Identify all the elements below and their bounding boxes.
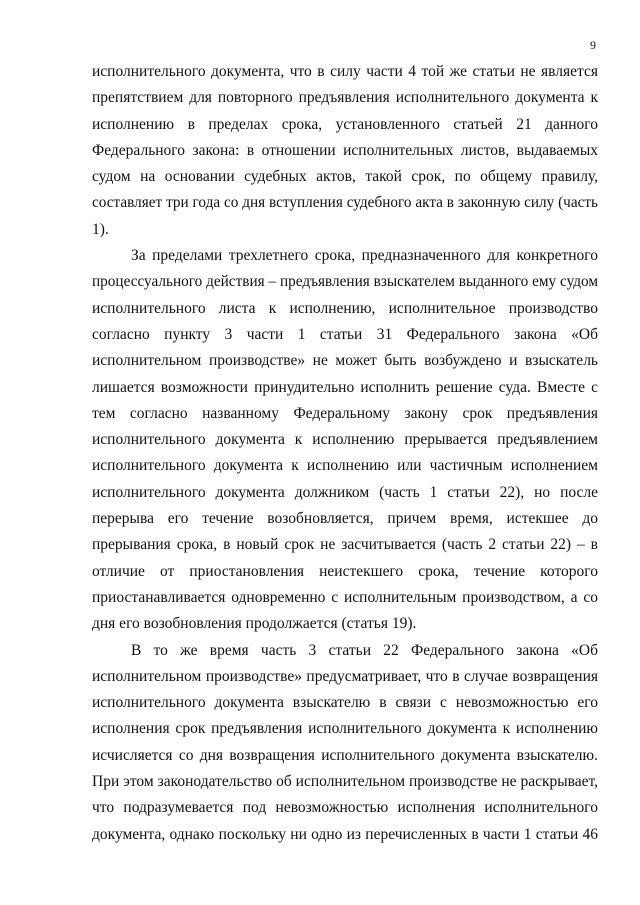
text-line: составляет три года со дня вступления судебного акта в законную силу (часть (92, 194, 598, 212)
text-line: перерыва его течение возобновляется, причем время, истекшее до (92, 510, 598, 528)
text-line: исполнительном производстве» предусматривает, что в случае возвращения (92, 667, 598, 685)
text-line: согласно пункту 3 части 1 статьи 31 Федерального закона «Об (92, 325, 598, 343)
text-line: исполнительном производстве» не может быть возбуждено и взыскатель (92, 352, 598, 370)
text-line: исполнительного документа, что в силу части 4 той же статьи не является (92, 63, 598, 80)
page-number: 9 (590, 38, 596, 52)
text-line: исполнительного документа к исполнению или частичным исполнением (92, 457, 598, 475)
text-line: тем согласно названному Федеральному закону срок предъявления (92, 404, 598, 422)
text-line: исчисляется со дня возвращения исполнительного документа взыскателю. (92, 746, 598, 764)
text-line: препятствием для повторного предъявления исполнительного документа к (92, 89, 598, 107)
text-line: исполнения срок предъявления исполнительного документа к исполнению (92, 720, 598, 738)
text-line: исполнению в пределах срока, установленного статьей 21 данного (92, 115, 598, 133)
text-line: 1). (92, 220, 109, 238)
body-text (92, 59, 598, 848)
text-line: При этом законодательство об исполнительном производстве не раскрывает, (92, 773, 598, 791)
text-line: исполнительного документа к исполнению прерывается предъявлением (92, 431, 598, 449)
text-line: дня его возобновления продолжается (статья 19). (92, 615, 417, 633)
text-line: исполнительного листа к исполнению, исполнительное производство (92, 299, 598, 317)
text-line: За пределами трехлетнего срока, предназначенного для конкретного (131, 247, 598, 265)
text-line: процессуального действия – предъявления взыскателем выданного ему судом (92, 273, 598, 291)
text-line: что подразумевается под невозможностью исполнения исполнительного (92, 799, 598, 817)
text-line: В то же время часть 3 статьи 22 Федерального закона «Об (131, 641, 598, 659)
text-line: документа, однако поскольку ни одно из перечисленных в части 1 статьи 46 (92, 825, 598, 843)
text-line: исполнительного документа взыскателю в связи с невозможностью его (92, 694, 598, 712)
text-line: лишается возможности принудительно исполнить решение суда. Вместе с (92, 378, 598, 396)
text-line: отличие от приостановления неистекшего срока, течение которого (92, 562, 598, 580)
text-line: судом на основании судебных актов, такой срок, по общему правилу, (92, 168, 598, 186)
text-line: Федерального закона: в отношении исполнительных листов, выдаваемых (92, 141, 598, 159)
text-line: приостанавливается одновременно с исполнительным производством, а со (92, 588, 598, 606)
text-line: прерывания срока, в новый срок не засчитывается (часть 2 статьи 22) – в (92, 536, 598, 554)
text-line: исполнительного документа должником (часть 1 статьи 22), но после (92, 483, 598, 501)
